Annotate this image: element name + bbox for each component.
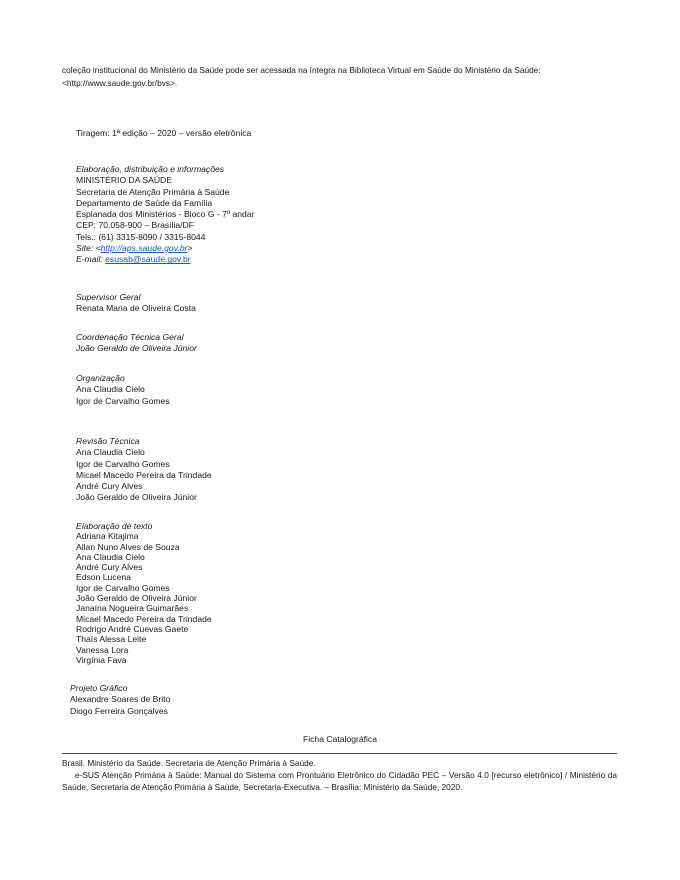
email-line (76, 254, 254, 265)
texto-name: Micael Macedo Pereira da Trindade (76, 613, 212, 624)
tiragem-block (76, 128, 251, 139)
intro-paragraph (62, 64, 617, 90)
elaboracao-block (76, 164, 254, 266)
revisao-name: Micael Macedo Pereira da Trindade (76, 469, 212, 480)
texto-name: Thaís Alessa Leite (76, 634, 147, 645)
texto-block (76, 521, 212, 665)
email-link[interactable]: esusab@saude.gov.br (105, 254, 191, 265)
texto-name: Janaína Nogueira Guimarães (76, 603, 189, 614)
texto-name: Igor de Carvalho Gomes (76, 582, 170, 593)
ficha-italic-prefix: e (75, 770, 80, 780)
site-close: > (187, 243, 193, 254)
supervisor-name: Renata Maria de Oliveira Costa (76, 303, 196, 314)
elaboracao-heading: Elaboração, distribuição e informações (76, 164, 225, 174)
ficha-title: Ficha Catalográfica (302, 734, 378, 744)
supervisor-block (76, 292, 196, 315)
tiragem-text: Tiragem: 1ª edição – 2020 – versão eletrônica (76, 128, 252, 138)
elaboracao-line: Departamento de Saúde da Família (76, 197, 213, 208)
texto-name: Virgínia Fava (76, 654, 127, 665)
ficha-description-line (62, 769, 617, 793)
grafico-name: Alexandre Soares de Brito (70, 694, 171, 705)
ficha-author: Brasil. Ministério da Saúde. Secretaria de Atenção Primária à Saúde. (62, 758, 316, 768)
ficha-body (62, 757, 617, 793)
ficha-description: -SUS Atenção Primária à Saúde: Manual do Sistema com Prontuário Eletrônico do Cidadão PEC – Versão 4.0 [recurso eletrônico] / Ministério da Saúde, Secretaria de Atenção Primária à Saúde, Secretaria-Executiva. – Brasília: Ministério da Saúde, 2020. (62, 770, 617, 792)
site-link[interactable]: http://aps.saude.gov.br (100, 243, 188, 254)
organizacao-heading: Organização (76, 373, 125, 383)
organizacao-name: Igor de Carvalho Gomes (76, 395, 170, 406)
grafico-heading: Projeto Gráfico (70, 683, 128, 693)
elaboracao-line: MINISTÉRIO DA SAÚDE (76, 175, 172, 186)
texto-name: Ana Claudia Cielo (76, 551, 145, 562)
revisao-name: André Cury Alves (76, 481, 143, 492)
organizacao-name: Ana Claudia Cielo (76, 384, 145, 395)
elaboracao-line: Esplanada dos Ministérios - Bloco G - 7º andar (76, 209, 255, 220)
coordenacao-name: João Geraldo de Oliveira Júnior (76, 343, 197, 354)
supervisor-heading: Supervisor Geral (76, 292, 141, 302)
ficha-divider (62, 753, 617, 754)
site-line (76, 243, 254, 254)
grafico-name: Diogo Ferreira Gonçalves (70, 705, 168, 716)
revisao-heading: Revisão Técnica (76, 436, 140, 446)
texto-name: Edson Lucena (76, 572, 131, 583)
coordenacao-block (76, 332, 197, 355)
intro-line-2: <http://www.saude.gov.br/bvs>. (62, 78, 178, 88)
texto-name: Allan Nuno Alves de Souza (76, 541, 180, 552)
grafico-block (70, 683, 170, 717)
elaboracao-line: CEP: 70.058-900 – Brasília/DF (76, 220, 194, 231)
elaboracao-line: Tels.: (61) 3315-8090 / 3315-8044 (76, 231, 206, 242)
revisao-name: Igor de Carvalho Gomes (76, 458, 170, 469)
revisao-name: Ana Claudia Cielo (76, 447, 145, 458)
texto-name: Rodrigo André Cuevas Gaete (76, 623, 189, 634)
coordenacao-heading: Coordenação Técnica Geral (76, 332, 184, 342)
texto-name: João Geraldo de Oliveira Júnior (76, 593, 197, 604)
intro-line-1: coleção institucional do Ministério da Saúde pode ser acessada na íntegra na Biblioteca Virtual em Saúde do Ministério da Saúde: (62, 65, 541, 75)
texto-name: Vanessa Lora (76, 644, 129, 655)
revisao-name: João Geraldo de Oliveira Júnior (76, 492, 197, 503)
texto-heading: Elaboração de texto (76, 521, 153, 531)
texto-name: Adriana Kitajima (76, 531, 139, 542)
elaboracao-line: Secretaria de Atenção Primária à Saúde (76, 186, 230, 197)
revisao-block (76, 436, 212, 504)
organizacao-block (76, 373, 170, 407)
texto-name: André Cury Alves (76, 562, 143, 573)
email-label: E-mail: (76, 254, 106, 265)
site-label: Site: < (76, 243, 101, 254)
